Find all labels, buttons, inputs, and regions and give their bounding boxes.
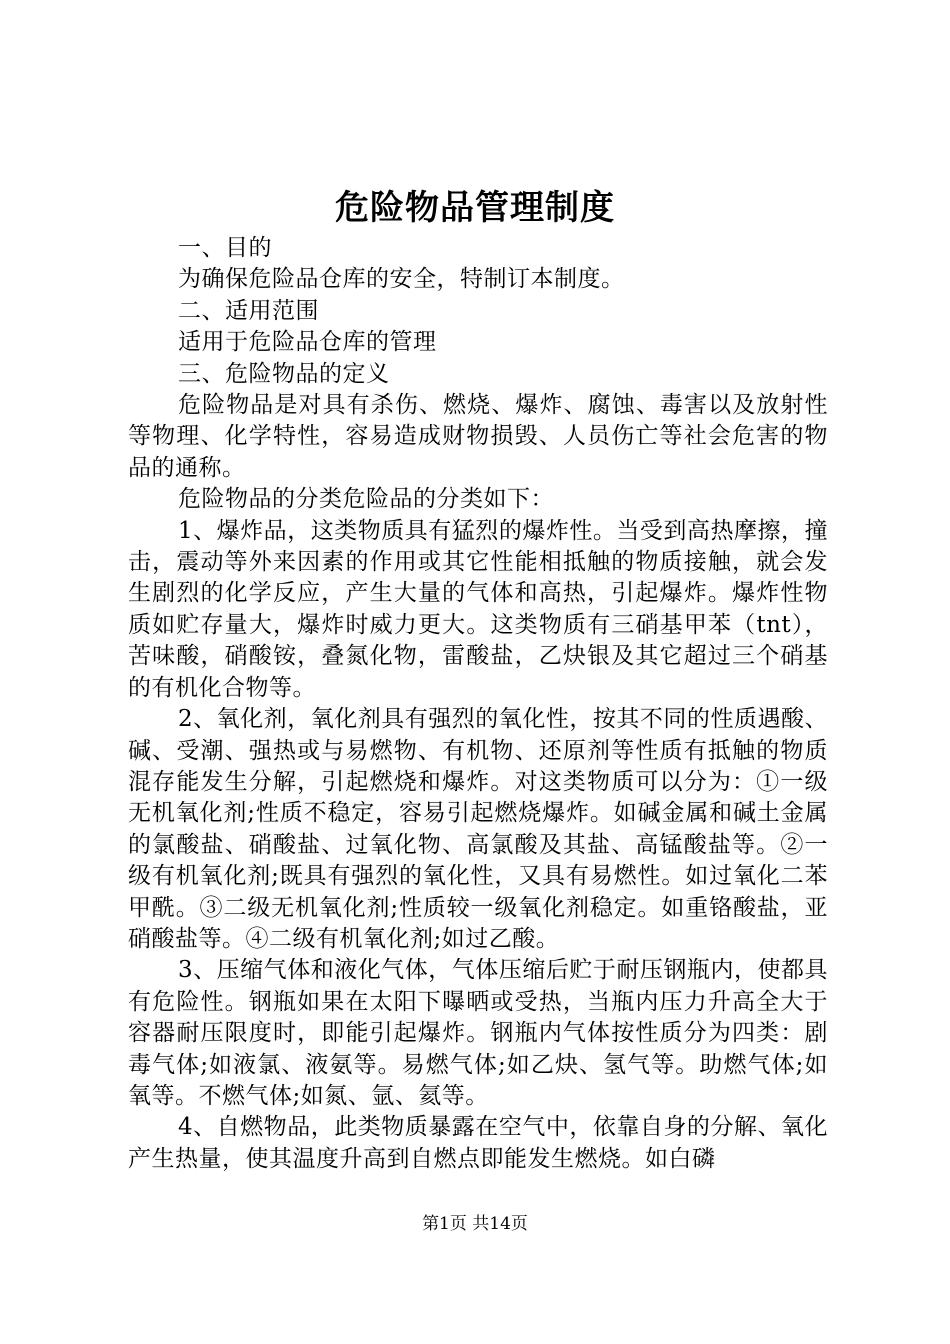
document-title: 危险物品管理制度 xyxy=(335,188,615,228)
paragraph-classification-intro: 危险物品的分类危险品的分类如下： xyxy=(178,486,554,513)
section-heading-definition: 三、危险物品的定义 xyxy=(178,360,390,387)
paragraph-definition: 危险物品是对具有杀伤、燃烧、爆炸、腐蚀、毒害以及放射性等物理、化学特性，容易造成财物损毁、人员伤亡等社会危害的物品的通称。 xyxy=(128,392,828,481)
paragraph-purpose: 为确保危险品仓库的安全，特制订本制度。 xyxy=(178,266,625,293)
paragraph-compressed-gases: 3、压缩气体和液化气体，气体压缩后贮于耐压钢瓶内，使都具有危险性。钢瓶如果在太阳下曝晒或受热，当瓶内压力升高全大于容器耐压限度时，即能引起爆炸。钢瓶内气体按性质分为四类：剧毒气体;如液氯、液氨等。易燃气体;如乙炔、氢气等。助燃气体;如氧等。不燃气体;如氮、氩、氦等。 xyxy=(128,957,828,1109)
paragraph-scope: 适用于危险品仓库的管理 xyxy=(178,329,437,356)
section-heading-scope: 二、适用范围 xyxy=(178,297,319,324)
document-body xyxy=(128,233,828,1175)
page-number-footer: 第1页 共14页 xyxy=(422,1214,528,1234)
paragraph-spontaneous-combustion: 4、自燃物品，此类物质暴露在空气中，依靠自身的分解、氧化产生热量，使其温度升高到自燃点即能发生燃烧。如白磷 xyxy=(128,1114,828,1172)
paragraph-oxidizers: 2、氧化剂，氧化剂具有强烈的氧化性，按其不同的性质遇酸、碱、受潮、强热或与易燃物、有机物、还原剂等性质有抵触的物质混存能发生分解，引起燃烧和爆炸。对这类物质可以分为：①一级无机氧化剂;性质不稳定，容易引起燃烧爆炸。如碱金属和碱土金属的氯酸盐、硝酸盐、过氧化物、高氯酸及其盐、高锰酸盐等。②一级有机氧化剂;既具有强烈的氧化性，又具有易燃性。如过氧化二苯甲酰。③二级无机氧化剂;性质较一级氧化剂稳定。如重铬酸盐，亚硝酸盐等。④二级有机氧化剂;如过乙酸。 xyxy=(128,706,828,952)
paragraph-explosives: 1、爆炸品，这类物质具有猛烈的爆炸性。当受到高热摩擦，撞击，震动等外来因素的作用或其它性能相抵触的物质接触，就会发生剧烈的化学反应，产生大量的气体和高热，引起爆炸。爆炸性物质如贮存量大，爆炸时威力更大。这类物质有三硝基甲苯（tnt），苦味酸，硝酸铵，叠氮化物，雷酸盐，乙炔银及其它超过三个硝基的有机化合物等。 xyxy=(128,517,828,701)
section-heading-purpose: 一、目的 xyxy=(178,235,272,261)
